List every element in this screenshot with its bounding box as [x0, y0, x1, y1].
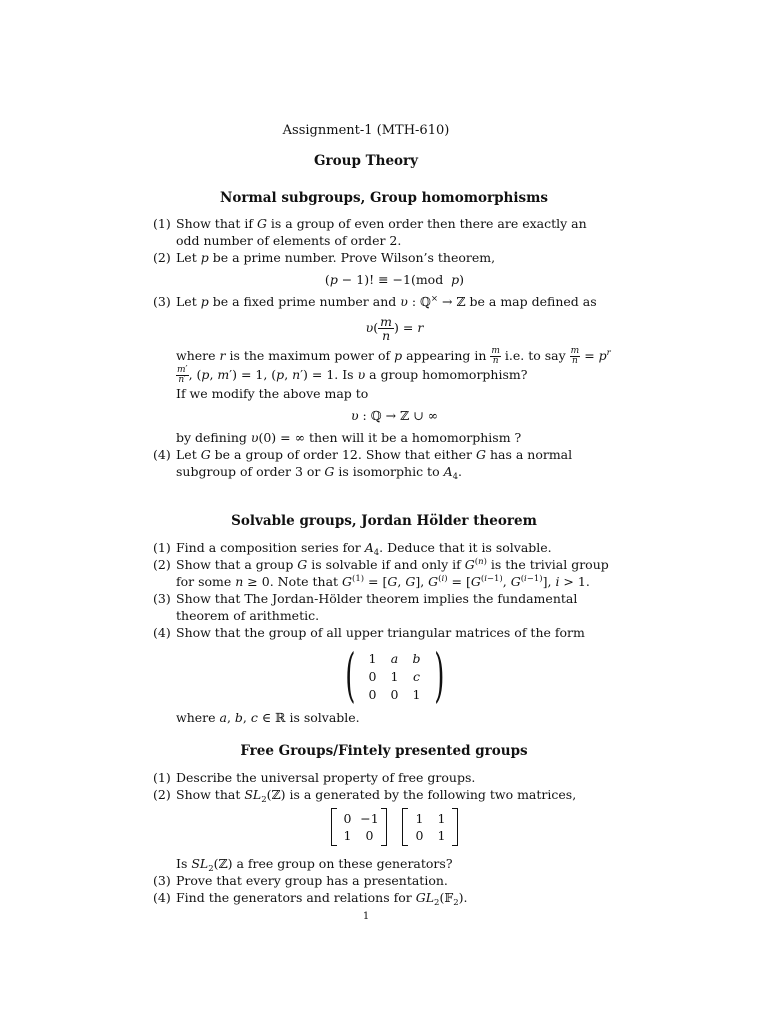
problem-2-4: (4) Show that the group of all upper triangular matrices of the form ( 1 a b 0 1 c 0 0 1 ) where a, b, c ∈ ℝ is solvable.: [153, 624, 613, 726]
problem-1-4: (4) Let G be a group of order 12. Show that either G has a normal subgroup of order 3 or G is isomorphic to $A_4$.: [153, 447, 573, 482]
page-number: 1: [362, 911, 370, 922]
problem-2-3: (3) Show that The Jordan-Hölder theorem implies the fundamental theorem of arithmetic.: [153, 591, 578, 623]
course-title: Group Theory: [313, 153, 418, 169]
problem-1-3: (3) Let p be a fixed prime number and υ : ℚ× → ℤ be a map defined as υ( $\frac{m}{n}$ ) = r where r is the maximum power of p appearing in $\frac{m}{n}$ i.e. to say $\frac{m}{n}$ = $p^r$ $\frac{m'}{n'}$ , (p, m′) = 1, (p, n′) = 1. Is υ a group homomorphism? If we modify the above map to υ : ℚ → ℤ ∪ ∞ by defining υ(0) = ∞ then will it be a homomorphism ?: [153, 293, 613, 446]
problem-2-2: (2) Show that a group G is solvable if and only if $G^{(n)}$ is the trivial group for some n ≥ 0. Note that $G^{(1)} = [G$, G], $G^{(i)} = [G^{(i-1)}$, $G^{(i-1)}$], i > 1.: [153, 557, 609, 589]
problem-2-1: (1) Find a composition series for $A_4$. Deduce that it is solvable.: [153, 540, 552, 558]
problem-3-2: (2) Show that $SL_2(ℤ)$ is a generated by the following two matrices, 0 −1 1 0 1 1 0 1 Is $SL_2(ℤ)$ a free group on these generators?: [153, 786, 613, 872]
matrix-s: 0 −1 1 0: [331, 808, 387, 846]
section-title-free-groups: Free Groups/Fintely presented groups: [240, 743, 528, 759]
valuation-formula: υ( $\frac{m}{n}$ ) = r: [365, 314, 424, 343]
matrix-t: 1 1 0 1: [402, 808, 458, 846]
section-1-problems: [153, 215, 613, 480]
wilson-formula: (p − 1)! ≡ −1(mod p): [324, 272, 465, 287]
section-title-normal-subgroups: Normal subgroups, Group homomorphisms: [220, 190, 548, 206]
modified-map-formula: υ : ℚ → ℤ ∪ ∞: [350, 408, 439, 423]
section-title-solvable-groups: Solvable groups, Jordan Hölder theorem: [231, 513, 537, 529]
upper-triangular-matrix: ( 1 a b 0 1 c 0 0 1 ): [345, 641, 444, 709]
assignment-title: Assignment-1 (MTH-610): [282, 123, 450, 138]
problem-3-1: (1) Describe the universal property of free groups.: [153, 770, 476, 785]
problem-1-1: (1) Show that if G is a group of even order then there are exactly an odd number of elements of order 2.: [153, 216, 587, 248]
problem-1-2: (2) Let p be a prime number. Prove Wilson’s theorem, (p − 1)! ≡ −1(mod p): [153, 249, 613, 288]
problem-3-3: (3) Prove that every group has a presentation.: [153, 873, 448, 888]
generator-matrices: [176, 808, 613, 850]
section-2-problems: [153, 539, 613, 726]
section-3-problems: [153, 769, 613, 906]
problem-3-4: (4) Find the generators and relations for $GL_2(𝔽_2)$.: [153, 890, 468, 908]
